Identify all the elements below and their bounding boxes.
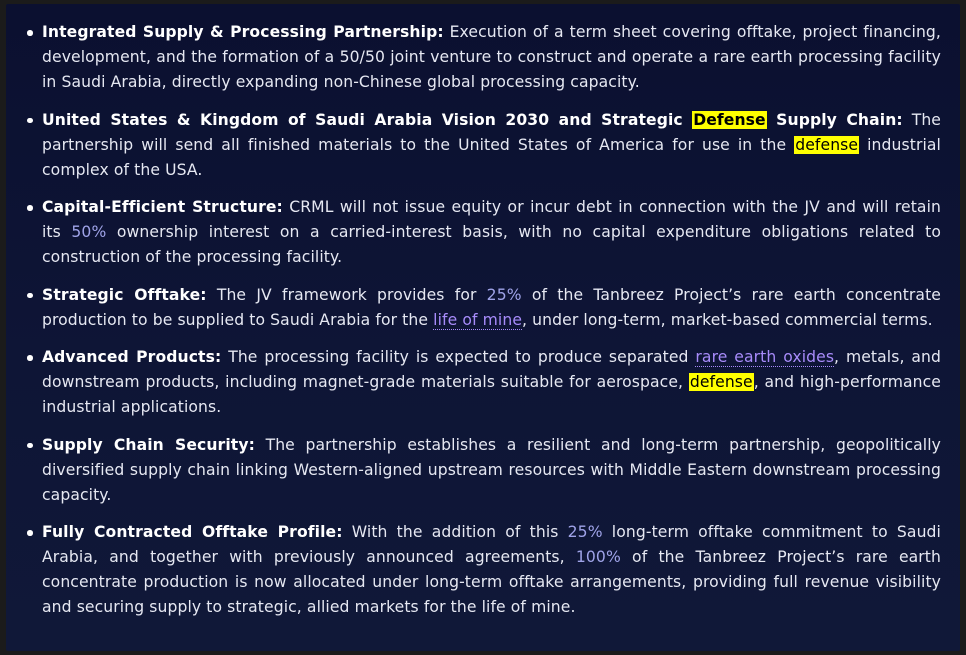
item-heading: Fully Contracted Offtake Profile: (42, 523, 343, 541)
percentage-value: 25% (486, 285, 522, 304)
item-text: CRML will not issue equity or incur debt in connection with the JV and will retain its (42, 198, 941, 241)
item-text: The processing facility is expected to produce separated (221, 348, 696, 366)
list-item-us-saudi-vision (42, 108, 941, 183)
item-text: The partnership will send all finished materials to the United States of America for use in the (42, 110, 942, 154)
link-rare-earth-oxides[interactable]: rare earth oxides (695, 348, 835, 366)
item-text: The partnership establishes a resilient and long-term partnership, geopolitically diversified supply chain linking Western-aligned upstream resources with Middle Eastern downstream processing capacity. (42, 435, 941, 504)
highlight-defense: Defense (693, 110, 766, 129)
item-heading: Capital-Efficient Structure: (42, 198, 283, 216)
highlight-defense: defense (689, 373, 753, 391)
bullet-list (6, 4, 960, 620)
percentage-value: 100% (575, 548, 621, 566)
item-heading (42, 111, 903, 129)
list-item-supply-chain-security (42, 433, 941, 508)
list-item-advanced-products (42, 345, 941, 420)
item-text: of the Tanbreez Project’s rare earth concentrate production is now allocated under long-term offtake arrangements, providing full revenue visibility and securing supply to strategic, allied markets for the life of mine. (42, 548, 941, 616)
item-text: , metals, and downstream products, including magnet-grade materials suitable for aerospace, (42, 348, 942, 391)
item-text: , and high-performance industrial applications. (42, 373, 941, 416)
item-heading-part: Supply Chain: (766, 110, 903, 129)
item-text: industrial complex of the USA. (42, 135, 941, 179)
item-heading-part: United States & Kingdom of Saudi Arabia Vision 2030 and Strategic (42, 110, 693, 129)
highlight-defense: defense (795, 135, 859, 154)
article-panel (6, 4, 960, 651)
item-text: , under long-term, market-based commercial terms. (522, 310, 933, 329)
percentage-value: 25% (567, 523, 603, 541)
list-item-capital-efficient (42, 195, 941, 270)
percentage-value: 50% (71, 223, 107, 241)
list-item-strategic-offtake (42, 283, 941, 333)
link-life-of-mine[interactable]: life of mine (433, 310, 523, 329)
list-item-fully-contracted (42, 520, 941, 620)
item-heading: Integrated Supply & Processing Partnership: (42, 23, 444, 41)
item-text: Execution of a term sheet covering offtake, project financing, development, and the formation of a 50/50 joint venture to construct and operate a rare earth processing facility in Saudi Arabia, directly expanding non-Chinese global processing capacity. (42, 23, 941, 91)
item-heading: Advanced Products: (42, 348, 222, 366)
item-text: long-term offtake commitment to Saudi Arabia, and together with previously announced agreements, (42, 523, 941, 566)
item-text: ownership interest on a carried-interest basis, with no capital expenditure obligations related to construction of the processing facility. (42, 223, 941, 266)
item-heading: Supply Chain Security: (42, 435, 255, 454)
item-heading: Strategic Offtake: (42, 285, 207, 304)
item-text: With the addition of this (342, 523, 568, 541)
item-text: The JV framework provides for (206, 285, 487, 304)
item-text: of the Tanbreez Project’s rare earth concentrate production to be supplied to Saudi Arabia for the (42, 285, 941, 329)
list-item-integrated-supply (42, 20, 941, 95)
